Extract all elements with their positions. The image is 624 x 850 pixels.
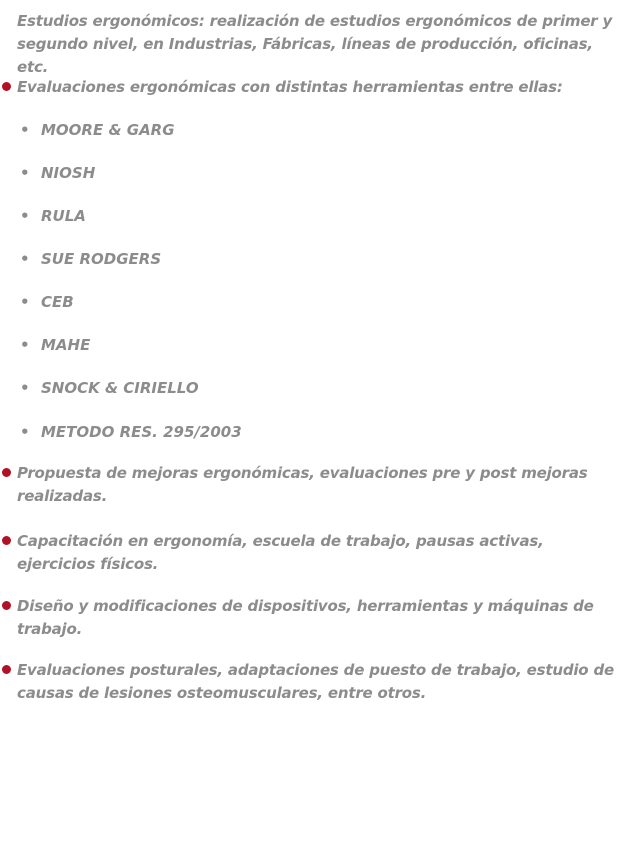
tool-label: SUE RODGERS (41, 250, 162, 268)
tool-label: MOORE & GARG (41, 121, 175, 139)
bullet-dot (2, 665, 11, 674)
bullet-icon: • (20, 293, 30, 311)
bullet-icon: • (20, 336, 30, 354)
bullet-icon: • (20, 164, 30, 182)
evaluations-label: Evaluaciones ergonómicas con distintas herramientas entre ellas: (17, 78, 563, 96)
bullet-icon: • (20, 250, 30, 268)
tool-label: CEB (41, 293, 74, 311)
bullet-dot (2, 601, 11, 610)
tool-label: SNOCK & CIRIELLO (41, 379, 199, 397)
tool-label: RULA (41, 207, 86, 225)
bullet-dot (2, 82, 11, 91)
bullet-icon: • (20, 121, 30, 139)
bullet-dot (2, 468, 11, 477)
service-text: Propuesta de mejoras ergonómicas, evaluaciones pre y post mejoras realizadas. (17, 464, 588, 505)
tool-label: MAHE (41, 336, 91, 354)
bullet-icon: • (20, 379, 30, 397)
bullet-icon: • (20, 207, 30, 225)
intro-paragraph: Estudios ergonómicos: realización de estudios ergonómicos de primer y segundo nivel, en Industrias, Fábricas, líneas de producción, oficinas, etc. (17, 12, 613, 76)
bullet-icon: • (20, 423, 30, 441)
tool-label: METODO RES. 295/2003 (41, 423, 242, 441)
service-text: Capacitación en ergonomía, escuela de trabajo, pausas activas, ejercicios físicos. (17, 532, 544, 573)
bullet-dot (2, 536, 11, 545)
service-text: Evaluaciones posturales, adaptaciones de puesto de trabajo, estudio de causas de lesiones osteomusculares, entre otros. (17, 661, 614, 702)
service-text: Diseño y modificaciones de dispositivos, herramientas y máquinas de trabajo. (17, 597, 594, 638)
tool-label: NIOSH (41, 164, 96, 182)
